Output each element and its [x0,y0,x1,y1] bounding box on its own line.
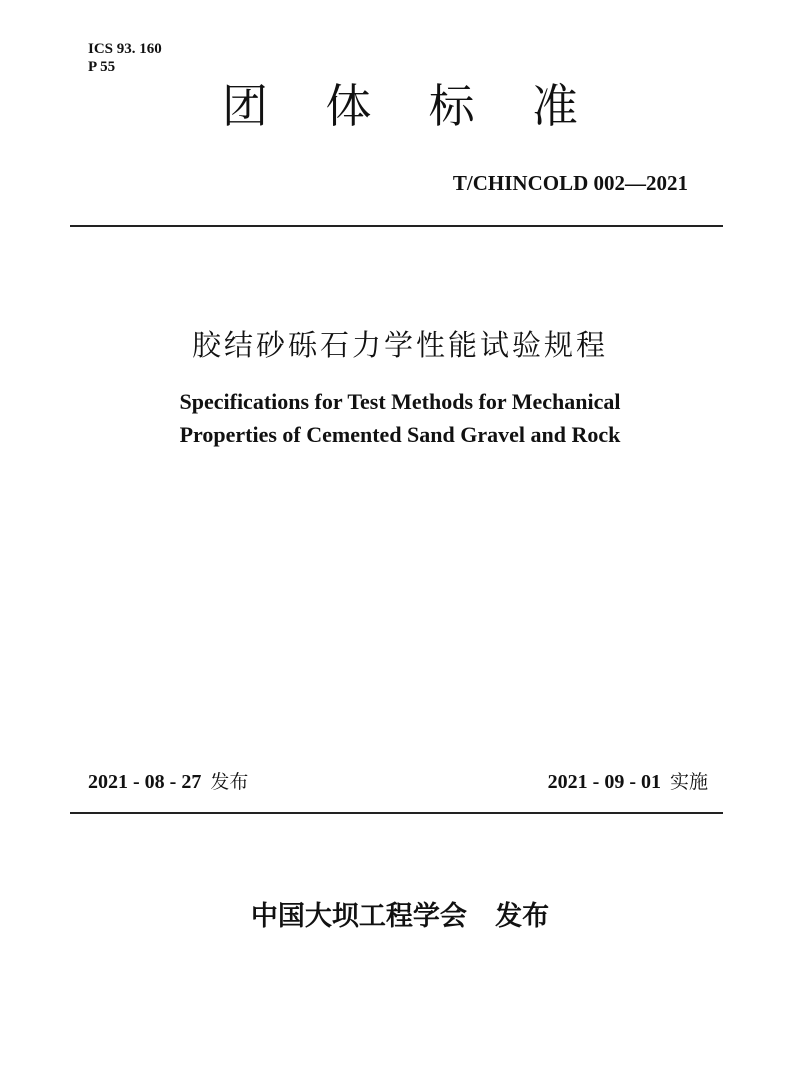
bottom-divider [70,812,723,814]
doc-type-char: 体 [325,79,372,133]
implementation-label: 实施 [669,771,708,793]
title-chinese: 胶结砂砾石力学性能试验规程 [191,328,608,362]
document-type-heading [220,78,580,134]
issue-date: 2021 - 08 - 27 [88,771,202,793]
standard-number: T/CHINCOLD 002—2021 [452,171,688,195]
doc-type-char: 准 [531,79,578,133]
doc-type-char: 团 [222,79,268,133]
issue-label: 发布 [210,771,249,793]
top-divider [70,225,723,227]
title-english-line-1: Specifications for Test Methods for Mechanical [179,389,621,414]
implementation-date: 2021 - 09 - 01 [547,771,661,793]
publish-label: 发布 [495,901,550,932]
doc-type-char: 标 [428,79,475,133]
issue-date-block [88,768,248,796]
title-english [0,385,800,451]
publisher-name: 中国大坝工程学会 [250,901,467,932]
ics-code: ICS 93. 160 [88,41,162,57]
title-english-line-2: Properties of Cemented Sand Gravel and Rock [179,422,621,447]
classification-code: P 55 [88,59,116,75]
publisher-line [0,898,800,936]
implementation-date-block [548,768,708,796]
